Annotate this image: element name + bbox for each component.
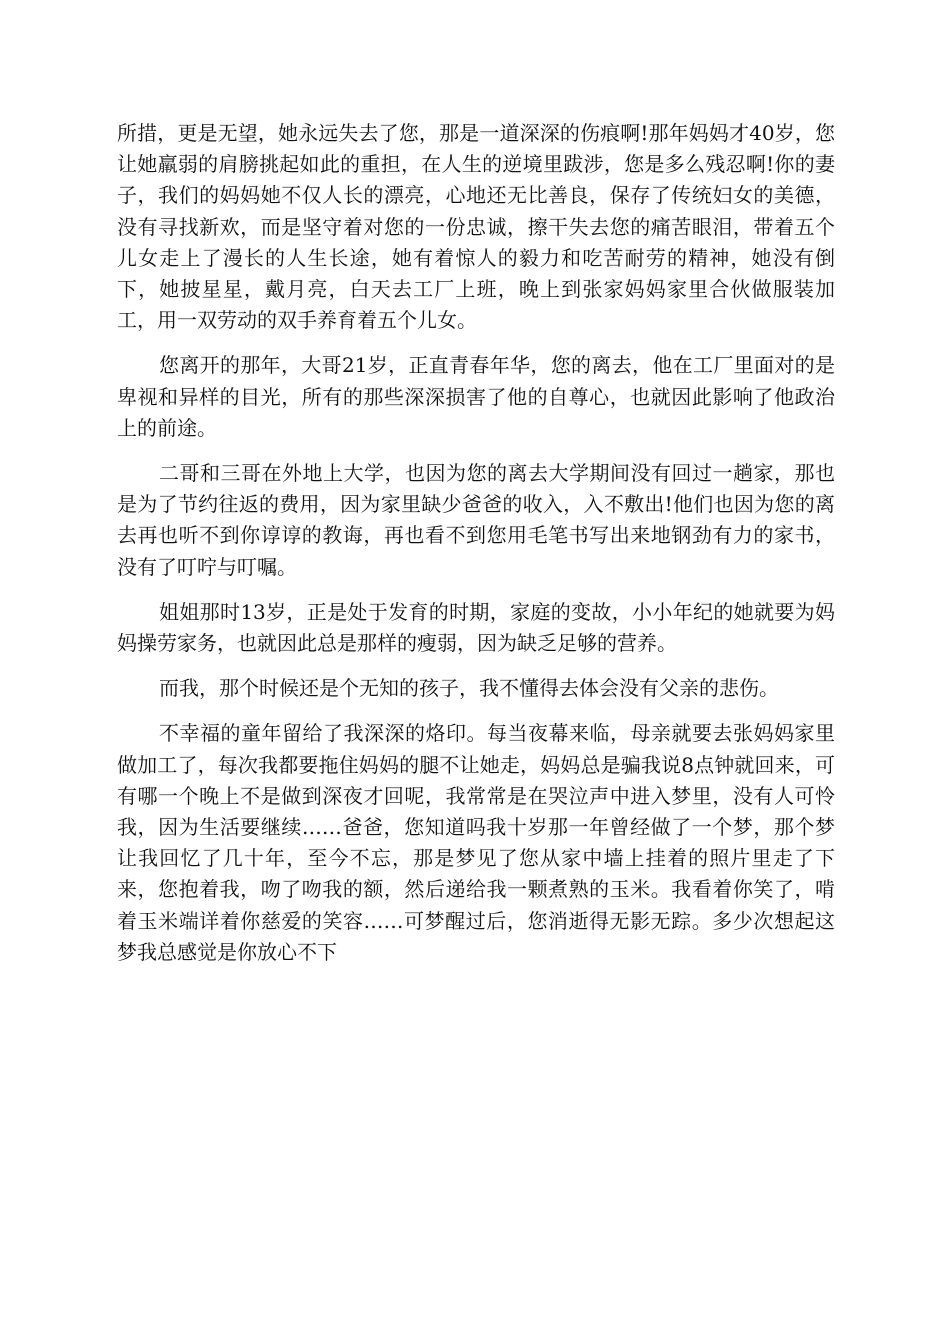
- paragraph-6: 不幸福的童年留给了我深深的烙印。每当夜幕来临，母亲就要去张妈妈家里做加工了，每次我都要拖住妈妈的腿不让她走，妈妈总是骗我说8点钟就回来，可有哪一个晚上不是做到深夜才回呢，我常常是在哭泣声中进入梦里，没有人可怜我，因为生活要继续……爸爸，您知道吗我十岁那一年曾经做了一个梦，那个梦让我回忆了几十年，至今不忘，那是梦见了您从家中墙上挂着的照片里走了下来，您抱着我，吻了吻我的额，然后递给我一颗煮熟的玉米。我看着你笑了，啃着玉米端详着你慈爱的笑容……可梦醒过后，您消逝得无影无踪。多少次想起这梦我总感觉是你放心不下: [117, 721, 835, 964]
- paragraph-5: 而我，那个时候还是个无知的孩子，我不懂得去体会没有父亲的悲伤。: [159, 676, 779, 701]
- paragraph-3: 二哥和三哥在外地上大学，也因为您的离去大学期间没有回过一趟家，那也是为了节约往返的费用，因为家里缺少爸爸的收入，入不敷出!他们也因为您的离去再也听不到你谆谆的教诲，再也看不到您用毛笔书写出来地钢劲有力的家书，没有了叮咛与叮嘱。: [117, 461, 835, 579]
- paragraph-4: 姐姐那时13岁，正是处于发育的时期，家庭的变故，小小年纪的她就要为妈妈操劳家务，也就因此总是那样的瘦弱，因为缺乏足够的营养。: [117, 599, 835, 656]
- document-page: [117, 118, 835, 968]
- paragraph-1: 所措，更是无望，她永远失去了您，那是一道深深的伤痕啊!那年妈妈才40岁，您让她羸弱的肩膀挑起如此的重担，在人生的逆境里跋涉，您是多么残忍啊!你的妻子，我们的妈妈她不仅人长的漂亮，心地还无比善良，保存了传统妇女的美德，没有寻找新欢，而是坚守着对您的一份忠诚，擦干失去您的痛苦眼泪，带着五个儿女走上了漫长的人生长途，她有着惊人的毅力和吃苦耐劳的精神，她没有倒下，她披星星，戴月亮，白天去工厂上班，晚上到张家妈妈家里合伙做服装加工，用一双劳动的双手养育着五个儿女。: [117, 121, 835, 333]
- paragraph-2: 您离开的那年，大哥21岁，正直青春年华，您的离去，他在工厂里面对的是卑视和异样的目光，所有的那些深深损害了他的自尊心，也就因此影响了他政治上的前途。: [117, 353, 835, 440]
